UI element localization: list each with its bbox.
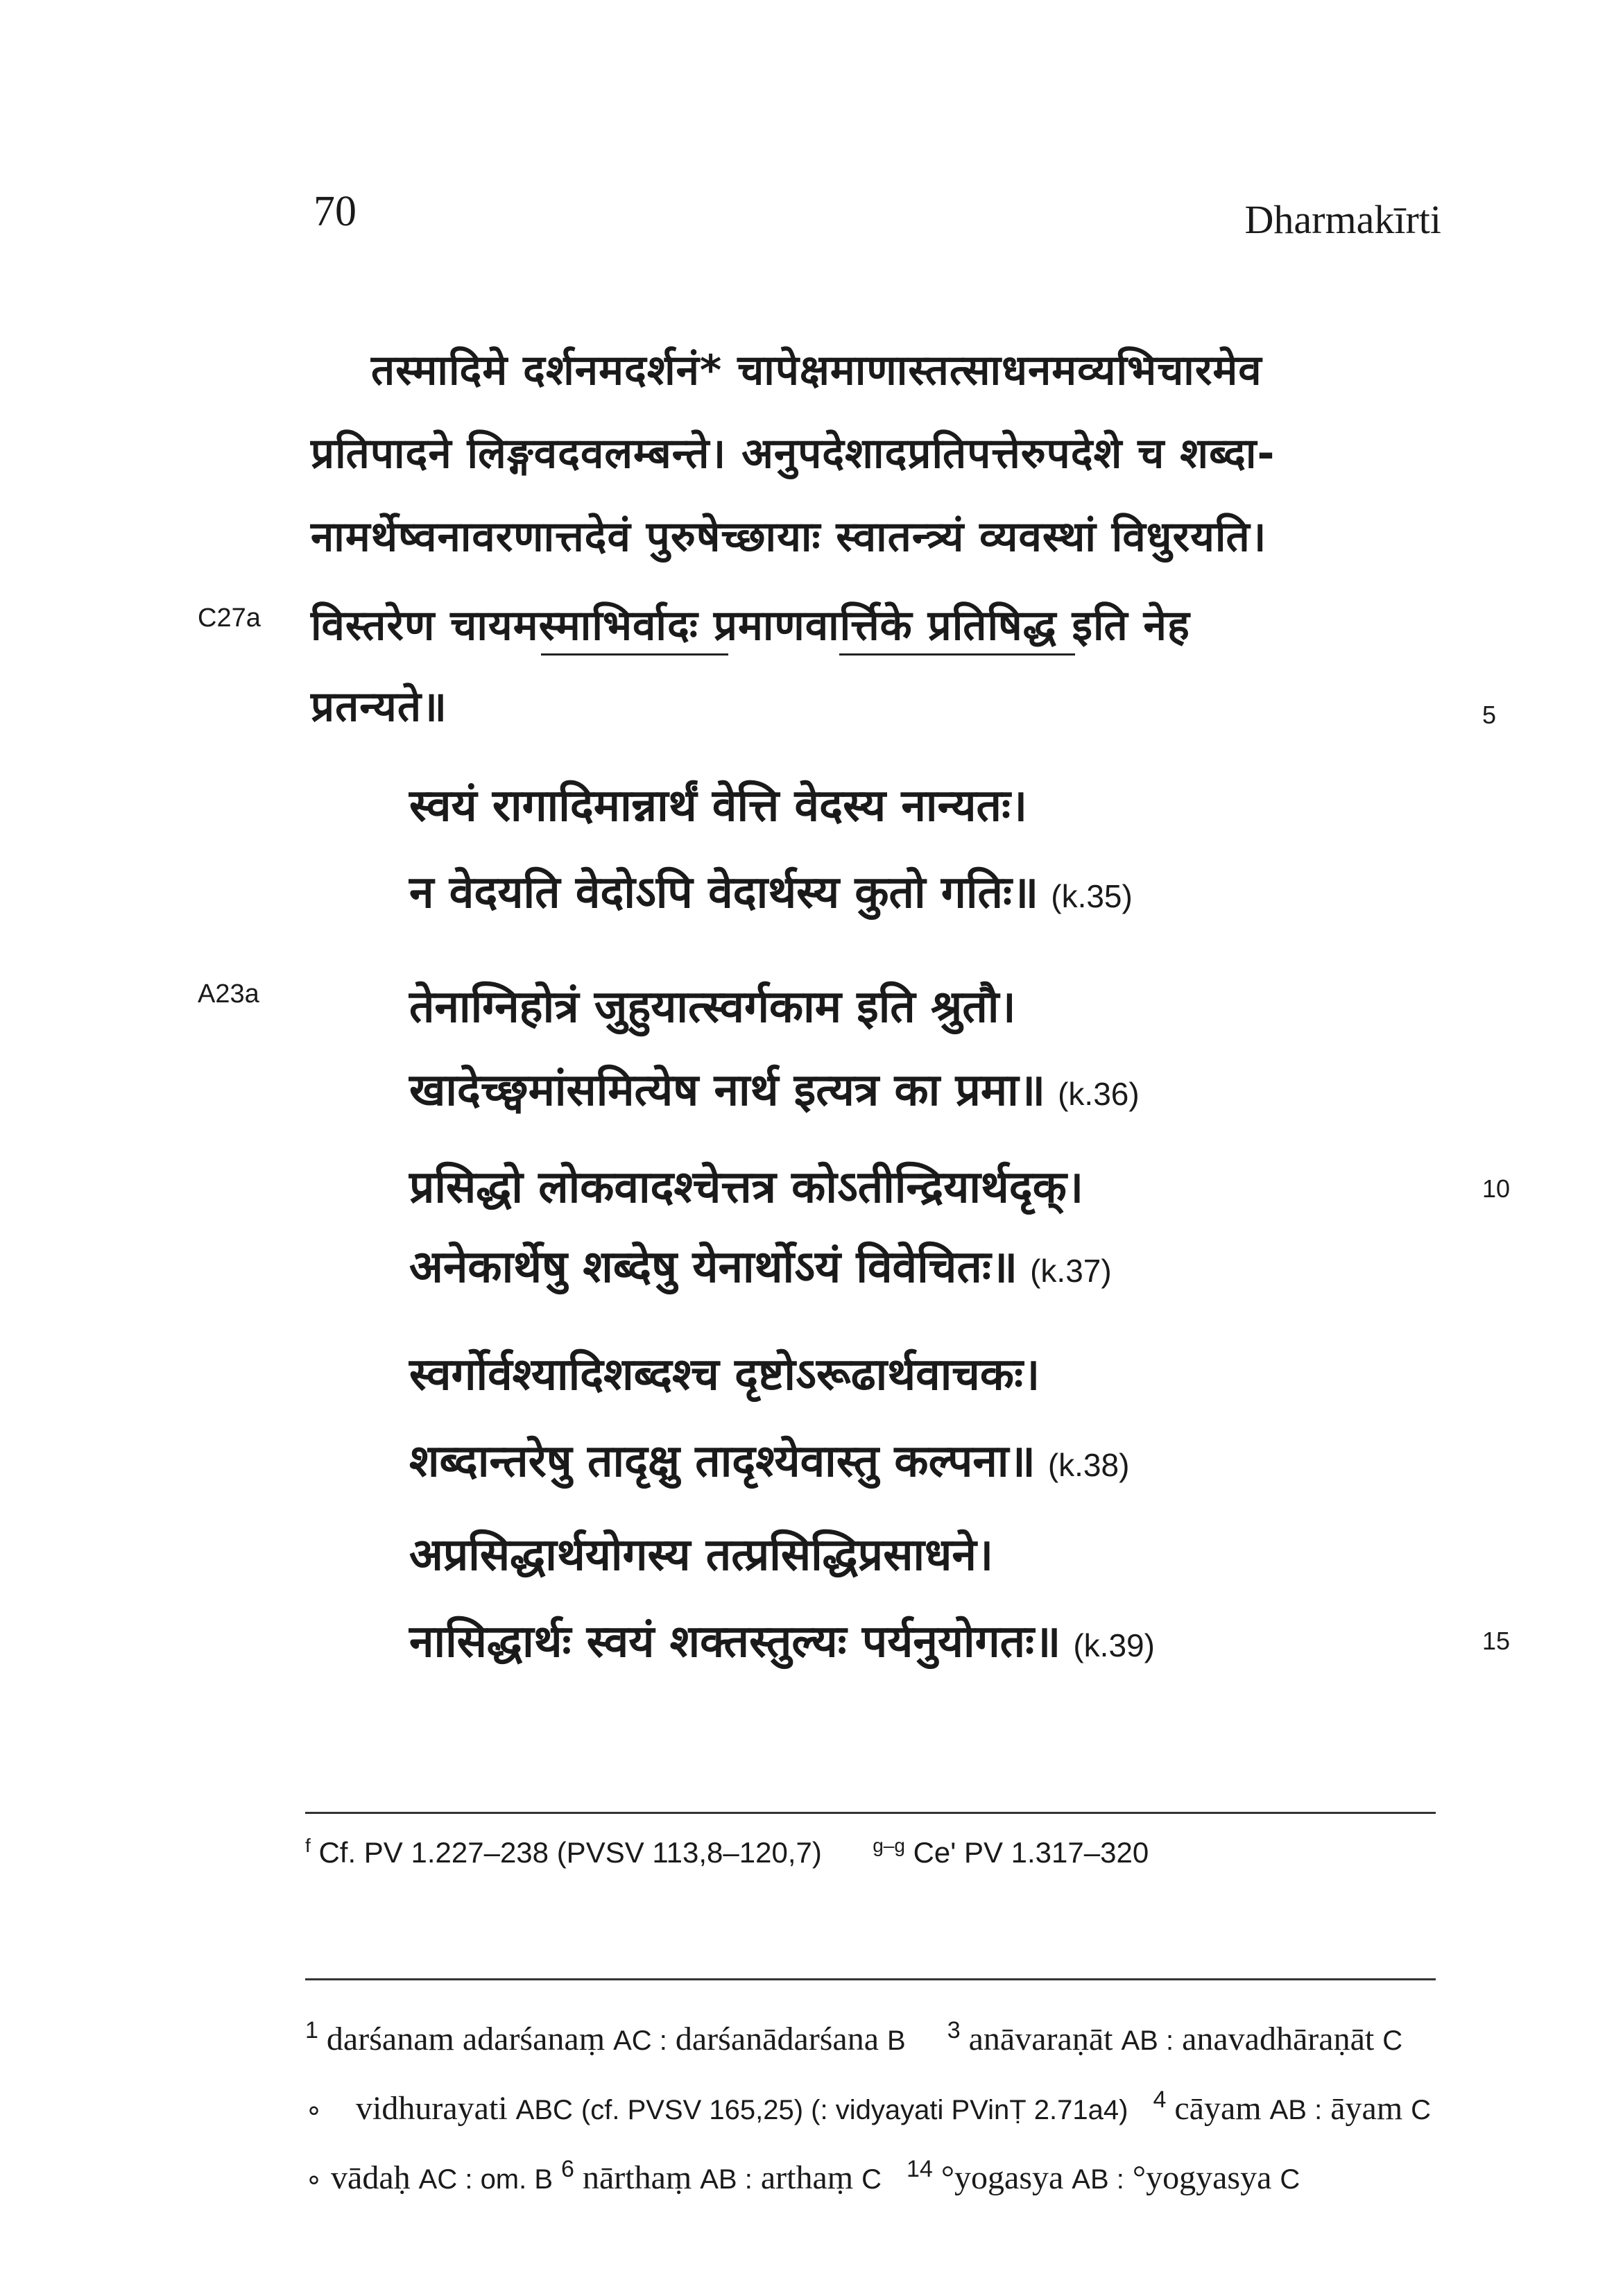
siglum: AC : om. B	[418, 2164, 553, 2195]
footnote-mark-g: g–g	[873, 1835, 905, 1856]
verse-ref-39: (k.39)	[1073, 1627, 1155, 1663]
reading: darśanādarśana	[675, 2021, 879, 2057]
critical-apparatus	[305, 2001, 1443, 2209]
siglum: AB :	[1121, 2025, 1174, 2056]
note-number: 1	[305, 2017, 318, 2044]
verse-ref-36: (k.36)	[1058, 1076, 1140, 1112]
prose-line-4: विस्तरेण चायमस्माभिर्वादः प्रमाणवार्त्तिके प्रतिषिद्ध इति नेह	[311, 601, 1190, 650]
note-number: 6	[561, 2156, 574, 2182]
siglum: ABC	[515, 2095, 573, 2125]
reading: °yogyasya	[1132, 2159, 1272, 2196]
underline-asmabhir	[541, 653, 728, 656]
prose-line-1: तस्मादिमे दर्शनमदर्शनं* चापेक्षमाणास्तत्साधनमव्यभिचारमेव	[371, 346, 1262, 395]
prose-line-3: नामर्थेष्वनावरणात्तदेवं पुरुषेच्छायाः स्वातन्त्र्यं व्यवस्थां विधुरयति।	[311, 513, 1267, 561]
siglum: C	[861, 2164, 882, 2195]
note-number: 4	[1153, 2087, 1167, 2113]
verse-36-line-1: तेनाग्निहोत्रं जुहुयात्स्वर्गकाम इति श्रुतौ।	[409, 982, 1016, 1033]
siglum: AB :	[700, 2164, 753, 2195]
verse-38-line-1: स्वर्गोर्वश्यादिशब्दश्च दृष्टोऽरूढार्थवाचकः।	[409, 1349, 1040, 1400]
separator: ∘	[305, 2095, 323, 2125]
reading: āyam	[1330, 2090, 1403, 2127]
siglum: AB :	[1269, 2095, 1323, 2125]
verse-ref-35: (k.35)	[1051, 878, 1133, 914]
prose-line-2: प्रतिपादने लिङ्गवदवलम्बन्ते। अनुपदेशादप्रतिपत्तेरुपदेशे च शब्दा-	[311, 429, 1276, 478]
line-number-10: 10	[1482, 1174, 1511, 1203]
underline-pramanavarttike	[839, 653, 1075, 656]
siglum: B	[887, 2025, 906, 2056]
footnote-rule	[305, 1812, 1436, 1814]
siglum: AB :	[1072, 2164, 1124, 2195]
verse-ref-37: (k.37)	[1030, 1253, 1112, 1289]
siglum: C	[1280, 2164, 1300, 2195]
reading: anāvaraṇāt	[968, 2021, 1113, 2057]
cross-reference: (cf. PVSV 165,25) (: vidyayati PVinṬ 2.71a4)	[581, 2095, 1128, 2125]
reading: arthaṃ	[760, 2159, 854, 2196]
prose-line-5: प्रतन्यते॥	[311, 683, 447, 731]
reading: darśanam adarśanaṃ	[326, 2021, 606, 2057]
page-number: 70	[314, 188, 357, 235]
separator: ∘	[305, 2164, 323, 2195]
reading: cāyam	[1174, 2090, 1262, 2127]
verse-37-line-1: प्रसिद्धो लोकवादश्चेत्तत्र कोऽतीन्द्रियार्थदृक्।	[409, 1162, 1084, 1213]
footnote-f-text: Cf. PV 1.227–238 (PVSV 113,8–120,7)	[318, 1836, 822, 1869]
reading: vidhurayati	[356, 2090, 508, 2127]
siglum: C	[1382, 2025, 1403, 2056]
line-number-5: 5	[1482, 701, 1497, 729]
verse-35-line-2: न वेदयति वेदोऽपि वेदार्थस्य कुतो गतिः॥ (k.35)	[409, 867, 1133, 918]
verse-37-line-2: अनेकार्थेषु शब्देषु येनार्थोऽयं विवेचितः॥ (k.37)	[409, 1242, 1112, 1293]
note-number: 14	[906, 2156, 933, 2182]
note-number: 3	[947, 2017, 961, 2044]
running-head: Dharmakīrti	[1244, 197, 1441, 242]
reading: °yogasya	[941, 2159, 1064, 2196]
verse-36-line-2: खादेच्छ्वमांसमित्येष नार्थ इत्यत्र का प्रमा॥ (k.36)	[409, 1065, 1140, 1116]
reading: nārthaṃ	[582, 2159, 692, 2196]
verse-35-line-1: स्वयं रागादिमान्नार्थं वेत्ति वेदस्य नान्यतः।	[409, 780, 1028, 832]
verse-38-line-2: शब्दान्तरेषु तादृक्षु तादृश्येवास्तु कल्पना॥ (k.38)	[409, 1436, 1130, 1487]
verse-ref-38: (k.38)	[1047, 1447, 1130, 1483]
line-number-15: 15	[1482, 1627, 1511, 1655]
apparatus-rule	[305, 1978, 1436, 1980]
footnote-g-text: Ce' PV 1.317–320	[913, 1836, 1149, 1869]
siglum: C	[1411, 2095, 1432, 2125]
verse-39-line-2: नासिद्धार्थः स्वयं शक्तस्तुल्यः पर्यनुयोगतः॥ (k.39)	[409, 1616, 1155, 1668]
footnote-sources	[305, 1835, 1149, 1869]
siglum: AC :	[613, 2025, 667, 2056]
reading: vādaḥ	[331, 2159, 411, 2196]
margin-ref-a23a: A23a	[198, 979, 259, 1009]
verse-39-line-1: अप्रसिद्धार्थयोगस्य तत्प्रसिद्धिप्रसाधने।	[409, 1530, 994, 1581]
footnote-mark-f: f	[305, 1835, 311, 1856]
reading: anavadhāraṇāt	[1182, 2021, 1375, 2057]
margin-ref-c27a: C27a	[198, 603, 261, 633]
